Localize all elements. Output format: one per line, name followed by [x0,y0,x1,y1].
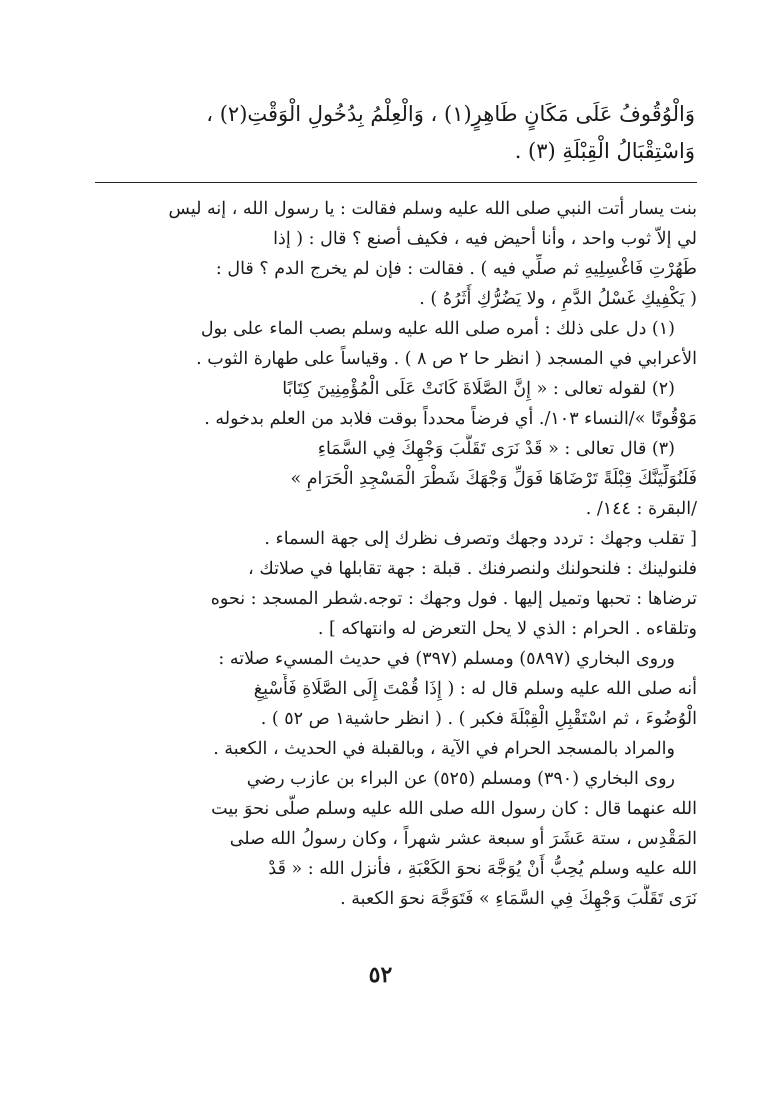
glossary-line: [ تقلب وجهك : تردد وجهك وتصرف نظرك إلى جهة السماء . [264,529,697,549]
main-text-line: وَاسْتِقْبَالُ الْقِبْلَةِ (٣) . [514,139,695,163]
glossary-line: وتلقاءه . الحرام : الذي لا يحل التعرض له وانتهاكه ] . [317,619,697,639]
footnote-line: فَلَنُوَلِّيَنَّكَ قِبْلَةً تَرْضَاهَا فَوَلِّ وَجْهَكَ شَطْرَ الْمَسْجِدِ الْحَرَامِ » [290,469,697,489]
footnote-line: نَرَى تَقَلُّبَ وَجْهِكَ فِي السَّمَاءِ » فَتَوَجَّهَ نحوَ الكعبة . [340,889,697,909]
footnote-line: ( يَكْفِيكِ غَسْلُ الدَّمِ ، ولا يَضُرُّكِ أَثَرُهُ ) . [419,289,697,309]
glossary-line: ترضاها : تحبها وتميل إليها . فول وجهك : توجه.شطر المسجد : نحوه [210,589,697,609]
footnote-line: /البقرة : ١٤٤/ . [585,499,697,519]
footnote-line: روى البخاري (٣٩٠) ومسلم (٥٢٥) عن البراء بن عازب رضي [246,769,675,789]
glossary-line: فلنولينك : فلنحولنك ولنصرفنك . قبلة : جهة تقابلها في صلاتك ، [248,559,697,579]
footnote-line: طَهُرْتِ فَاغْسِلِيهِ ثم صلِّي فيه ) . فقالت : فإن لم يخرج الدم ؟ قال : [215,259,697,279]
footnote-line: والمراد بالمسجد الحرام في الآية ، وبالقبلة في الحديث ، الكعبة . [213,739,675,759]
page-number: ٥٢ [368,962,393,988]
footnote-line: المَقْدِس ، ستة عَشَرَ أو سبعة عشر شهراً ، وكان رسولُ الله صلى [229,829,697,849]
footnote-1: (١) دل على ذلك : أمره صلى الله عليه وسلم بصب الماء على بول [200,319,675,339]
footnote-line: وروى البخاري (٥٨٩٧) ومسلم (٣٩٧) في حديث المسيء صلاته : [218,649,675,669]
footnote-line: لي إلاّ ثوب واحد ، وأنا أحيض فيه ، فكيف أصنع ؟ قال : ( إذا [273,229,697,249]
footnote-2: (٢) لقوله تعالى : « إِنَّ الصَّلَاةَ كَانَتْ عَلَى الْمُؤْمِنِينَ كِتَابًا [282,379,675,399]
main-text [95,96,695,170]
footnote-3: (٣) قال تعالى : « قَدْ نَرَى تَقَلُّبَ وَجْهِكَ فِي السَّمَاءِ [317,439,675,459]
footnote-line: بنت يسار أتت النبي صلى الله عليه وسلم فقالت : يا رسول الله ، إنه ليس [168,199,697,219]
footnote-line: الله عليه وسلم يُحِبُّ أَنْ يُوَجَّهَ نحوَ الكَعْبَةِ ، فأنزل الله : « قَدْ [268,859,697,879]
footnote-line: أنه صلى الله عليه وسلم قال له : ( إِذَا قُمْتَ إِلَى الصَّلَاةِ فَأَسْبِغِ [253,679,697,699]
footnote-line: الله عنهما قال : كان رسول الله صلى الله عليه وسلم صلّى نحوَ بيت [211,799,697,819]
footnote-separator [95,182,697,183]
footnote-line: الأعرابي في المسجد ( انظر حا ٢ ص ٨ ) . وقياساً على طهارة الثوب . [196,349,697,369]
footnote-line: الْوُضُوءَ ، ثم اسْتَقْبِلِ الْقِبْلَةَ فكبر ) . ( انظر حاشية١ ص ٥٢ ) . [260,709,697,729]
footnotes [95,194,697,914]
main-text-line: وَالْوُقُوفُ عَلَى مَكَانٍ طَاهِرٍ(١) ، وَالْعِلْمُ بِدُخُولِ الْوَقْتِ(٢) ، [206,102,695,126]
footnote-line: مَوْقُوتًا »/النساء ١٠٣/. أي فرضاً محدداً بوقت فلابد من العلم بدخوله . [204,409,697,429]
